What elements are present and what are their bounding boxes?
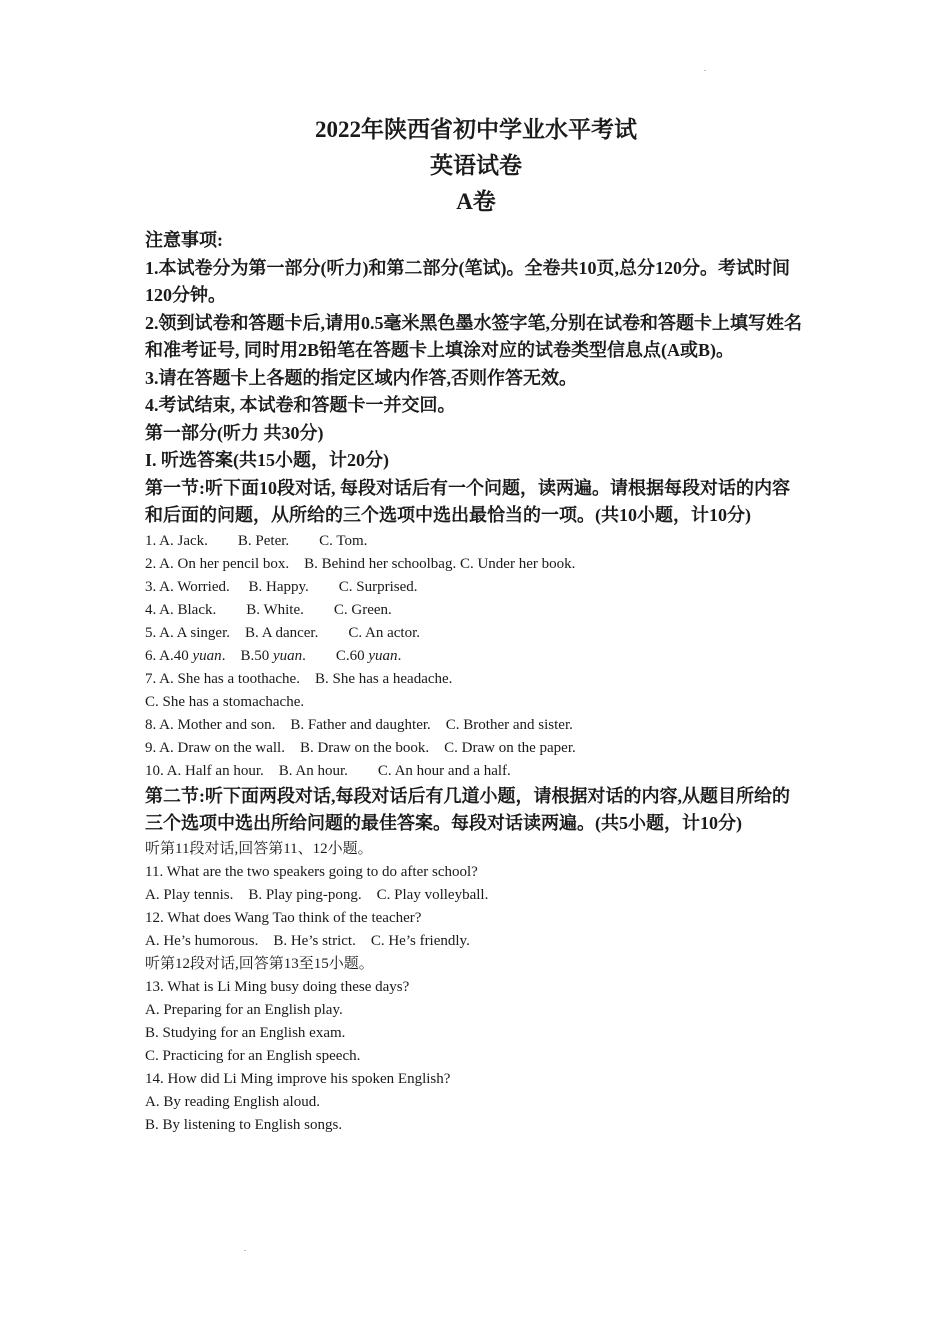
listening-section-heading: I. 听选答案(共15小题，计20分) bbox=[145, 450, 389, 470]
notice-item-2: 2.领到试卷和答题卡后,请用0.5毫米黑色墨水签字笔,分别在试卷和答题卡上填写姓名和准考证号, 同时用2B铅笔在答题卡上填涂对应的试卷类型信息点(A或B)。 bbox=[145, 312, 802, 360]
notice-heading: 注意事项: bbox=[145, 230, 223, 250]
exam-title: 2022年陕西省初中学业水平考试 bbox=[315, 117, 637, 142]
period: . bbox=[397, 647, 402, 664]
q6-option-a: 6. A.40 bbox=[145, 647, 193, 664]
dialogue-11-note: 听第11段对话,回答第11、12小题。 bbox=[145, 840, 373, 857]
question-11: 11. What are the two speakers going to do after school? bbox=[145, 863, 478, 880]
period: . bbox=[221, 647, 226, 664]
question-12-options: A. He’s humorous. B. He’s strict. C. He’s friendly. bbox=[145, 932, 470, 949]
dialogue-12-note: 听第12段对话,回答第13至15小题。 bbox=[145, 955, 374, 972]
question-12: 12. What does Wang Tao think of the teacher? bbox=[145, 909, 422, 926]
section2-instructions: 第二节:听下面两段对话,每段对话后有几道小题，请根据对话的内容,从题目所给的三个选项中选出所给问题的最佳答案。每段对话读两遍。(共5小题，计10分) bbox=[145, 785, 790, 833]
notice-item-3: 3.请在答题卡上各题的指定区域内作答,否则作答无效。 bbox=[145, 367, 577, 388]
notice-item-1: 1.本试卷分为第一部分(听力)和第二部分(笔试)。全卷共10页,总分120分。考试时间120分钟。 bbox=[145, 257, 790, 305]
question-7-option-c: C. She has a stomachache. bbox=[145, 693, 305, 710]
question-5: 5. A. A singer. B. A dancer. C. An actor. bbox=[145, 624, 420, 641]
q6-option-c: C.60 bbox=[305, 647, 369, 664]
question-14: 14. How did Li Ming improve his spoken English? bbox=[145, 1070, 451, 1087]
scan-speck-top bbox=[704, 70, 706, 71]
question-13: 13. What is Li Ming busy doing these days? bbox=[145, 978, 410, 995]
question-14-option-a: A. By reading English aloud. bbox=[145, 1093, 320, 1110]
yuan-word: yuan bbox=[192, 647, 222, 664]
question-4: 4. A. Black. B. White. C. Green. bbox=[145, 601, 392, 618]
exam-subtitle: 英语试卷 bbox=[430, 153, 522, 178]
question-9: 9. A. Draw on the wall. B. Draw on the book. C. Draw on the paper. bbox=[145, 739, 576, 756]
question-10: 10. A. Half an hour. B. An hour. C. An hour and a half. bbox=[145, 762, 511, 779]
question-13-option-b: B. Studying for an English exam. bbox=[145, 1024, 346, 1041]
scan-speck-bottom bbox=[244, 1250, 246, 1251]
exam-page bbox=[145, 112, 807, 1137]
paper-version: A卷 bbox=[456, 189, 496, 214]
question-2: 2. A. On her pencil box. B. Behind her schoolbag. C. Under her book. bbox=[145, 555, 576, 572]
yuan-word: yuan bbox=[272, 647, 303, 664]
question-11-options: A. Play tennis. B. Play ping-pong. C. Play volleyball. bbox=[145, 886, 489, 903]
question-13-option-a: A. Preparing for an English play. bbox=[145, 1001, 343, 1018]
question-1: 1. A. Jack. B. Peter. C. Tom. bbox=[145, 532, 368, 549]
q6-option-b: B.50 bbox=[225, 647, 273, 664]
question-7: 7. A. She has a toothache. B. She has a headache. bbox=[145, 670, 453, 687]
yuan-word: yuan bbox=[368, 647, 398, 664]
section1-instructions: 第一节:听下面10段对话, 每段对话后有一个问题，读两遍。请根据每段对话的内容和后面的问题，从所给的三个选项中选出最恰当的一项。(共10小题，计10分) bbox=[145, 477, 790, 525]
notice-item-4: 4.考试结束, 本试卷和答题卡一并交回。 bbox=[145, 395, 456, 415]
question-14-option-b: B. By listening to English songs. bbox=[145, 1116, 343, 1133]
question-6 bbox=[145, 645, 807, 668]
question-8: 8. A. Mother and son. B. Father and daughter. C. Brother and sister. bbox=[145, 716, 573, 733]
question-13-option-c: C. Practicing for an English speech. bbox=[145, 1047, 361, 1064]
part1-heading: 第一部分(听力 共30分) bbox=[145, 422, 324, 443]
period: . bbox=[302, 647, 306, 664]
question-3: 3. A. Worried. B. Happy. C. Surprised. bbox=[145, 578, 418, 595]
